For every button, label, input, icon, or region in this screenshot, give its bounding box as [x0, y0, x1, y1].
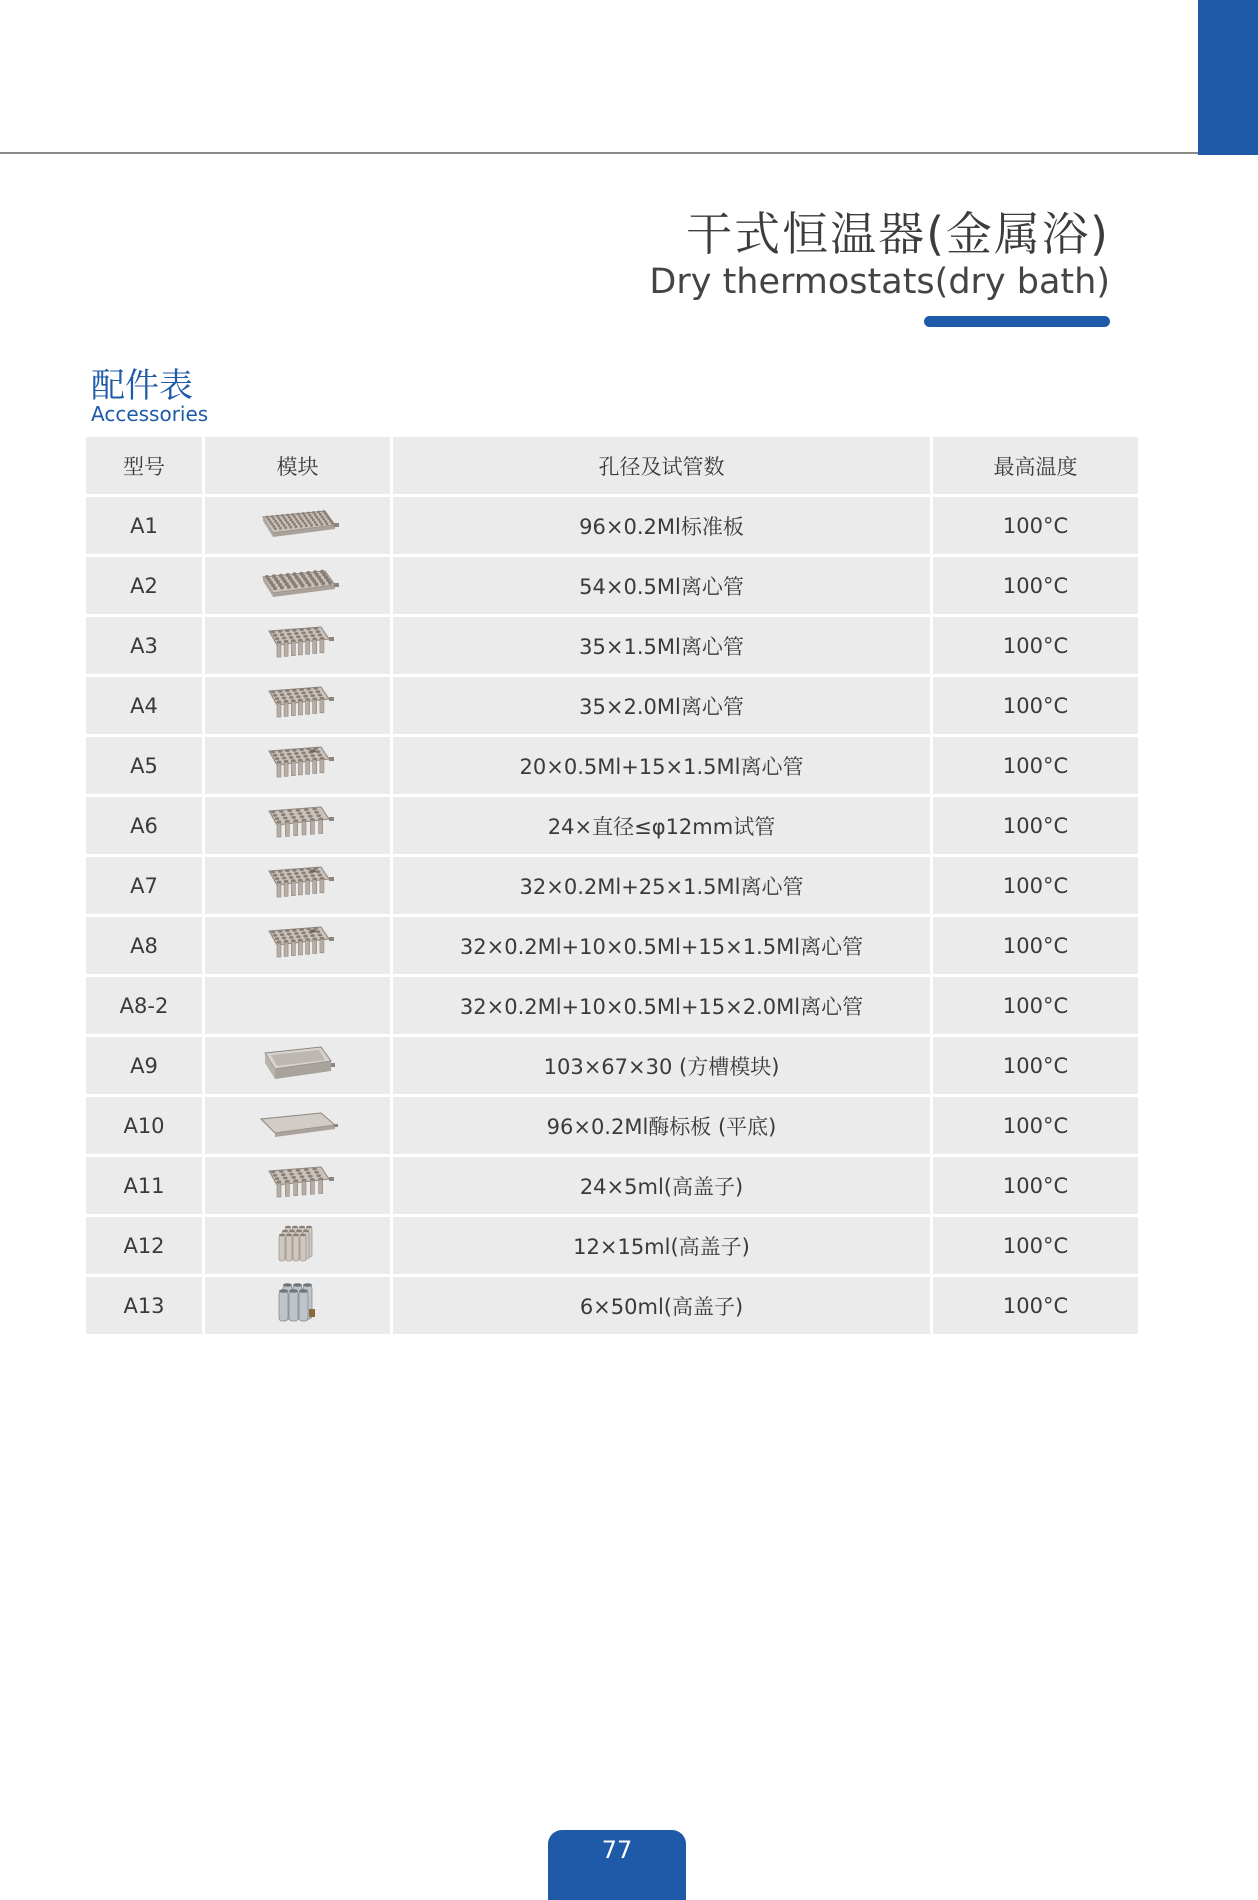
cell-spec: 96×0.2Ml标准板: [393, 497, 930, 554]
cell-module-image: [205, 797, 390, 854]
cell-model: A5: [86, 737, 202, 794]
table-row: [86, 1097, 1138, 1154]
cell-spec: 20×0.5Ml+15×1.5Ml离心管: [393, 737, 930, 794]
header-max-temp: 最高温度: [933, 437, 1138, 494]
cell-module-image: [205, 677, 390, 734]
cell-module-image: [205, 1037, 390, 1094]
cell-model: A8: [86, 917, 202, 974]
header-rule: [0, 152, 1198, 154]
cell-spec: 32×0.2Ml+10×0.5Ml+15×1.5Ml离心管: [393, 917, 930, 974]
cell-spec: 24×直径≤φ12mm试管: [393, 797, 930, 854]
cell-model: A13: [86, 1277, 202, 1334]
cell-max-temp: 100°C: [933, 797, 1138, 854]
block-54-icon: [255, 561, 341, 610]
cell-max-temp: 100°C: [933, 677, 1138, 734]
cell-max-temp: 100°C: [933, 557, 1138, 614]
cell-max-temp: 100°C: [933, 1217, 1138, 1274]
table-row: [86, 677, 1138, 734]
cell-model: A9: [86, 1037, 202, 1094]
cell-spec: 54×0.5Ml离心管: [393, 557, 930, 614]
cell-model: A1: [86, 497, 202, 554]
block-35-icon: [255, 621, 341, 670]
cell-module-image: [205, 917, 390, 974]
table-row: [86, 797, 1138, 854]
cell-max-temp: 100°C: [933, 617, 1138, 674]
cell-spec: 35×2.0Ml离心管: [393, 677, 930, 734]
cell-spec: 103×67×30 (方槽模块): [393, 1037, 930, 1094]
cell-spec: 32×0.2Ml+10×0.5Ml+15×2.0Ml离心管: [393, 977, 930, 1034]
cell-module-image: [205, 977, 390, 1034]
cell-max-temp: 100°C: [933, 917, 1138, 974]
table-row: [86, 1157, 1138, 1214]
cell-model: A12: [86, 1217, 202, 1274]
table-row: [86, 977, 1138, 1034]
cell-module-image: [205, 557, 390, 614]
header-model: 型号: [86, 437, 202, 494]
page-title-cn: 干式恒温器(金属浴): [686, 207, 1110, 261]
page-title-en: Dry thermostats(dry bath): [649, 262, 1110, 302]
cell-max-temp: 100°C: [933, 1157, 1138, 1214]
cell-model: A6: [86, 797, 202, 854]
cell-max-temp: 100°C: [933, 1277, 1138, 1334]
cell-spec: 32×0.2Ml+25×1.5Ml离心管: [393, 857, 930, 914]
cell-module-image: [205, 857, 390, 914]
cell-max-temp: 100°C: [933, 1097, 1138, 1154]
title-underline-bar: [924, 316, 1110, 327]
cell-spec: 35×1.5Ml离心管: [393, 617, 930, 674]
cell-max-temp: 100°C: [933, 497, 1138, 554]
cell-max-temp: 100°C: [933, 1037, 1138, 1094]
cell-max-temp: 100°C: [933, 737, 1138, 794]
cell-module-image: [205, 1157, 390, 1214]
block-24-icon: [255, 801, 341, 850]
table-row: [86, 1217, 1138, 1274]
cell-model: A7: [86, 857, 202, 914]
table-row: [86, 1037, 1138, 1094]
table-row: [86, 617, 1138, 674]
cell-model: A2: [86, 557, 202, 614]
tube-rack-6-icon: [255, 1281, 341, 1330]
block-mixed-icon: [255, 861, 341, 910]
cell-spec: 96×0.2Ml酶标板 (平底): [393, 1097, 930, 1154]
cell-model: A4: [86, 677, 202, 734]
block-35-icon: [255, 681, 341, 730]
accessories-table: [83, 434, 1141, 1337]
table-row: [86, 497, 1138, 554]
header-module: 模块: [205, 437, 390, 494]
cell-max-temp: 100°C: [933, 857, 1138, 914]
cell-module-image: [205, 1097, 390, 1154]
cell-model: A8-2: [86, 977, 202, 1034]
header-spec: 孔径及试管数: [393, 437, 930, 494]
plate-96-icon: [255, 501, 341, 550]
cell-spec: 24×5ml(高盖子): [393, 1157, 930, 1214]
cell-spec: 12×15ml(高盖子): [393, 1217, 930, 1274]
tray-block-icon: [255, 1041, 341, 1090]
block-mixed-icon: [255, 741, 341, 790]
cell-spec: 6×50ml(高盖子): [393, 1277, 930, 1334]
cell-module-image: [205, 737, 390, 794]
cell-max-temp: 100°C: [933, 977, 1138, 1034]
table-body: [86, 497, 1138, 1334]
cell-model: A3: [86, 617, 202, 674]
cell-module-image: [205, 1277, 390, 1334]
table-row: [86, 857, 1138, 914]
page-number: 77: [601, 1836, 633, 1864]
corner-tab: [1198, 0, 1258, 155]
section-title-en: Accessories: [91, 402, 209, 426]
table-row: [86, 557, 1138, 614]
section-title-cn: 配件表: [91, 366, 193, 406]
table-row: [86, 737, 1138, 794]
table-row: [86, 1277, 1138, 1334]
flat-plate-icon: [255, 1101, 341, 1150]
cell-module-image: [205, 1217, 390, 1274]
block-24-icon: [255, 1161, 341, 1210]
tube-rack-12-icon: [255, 1221, 341, 1270]
block-mixed-icon: [255, 921, 341, 970]
cell-module-image: [205, 617, 390, 674]
table-row: [86, 917, 1138, 974]
cell-model: A10: [86, 1097, 202, 1154]
cell-module-image: [205, 497, 390, 554]
table-header-row: [86, 437, 1138, 494]
cell-model: A11: [86, 1157, 202, 1214]
